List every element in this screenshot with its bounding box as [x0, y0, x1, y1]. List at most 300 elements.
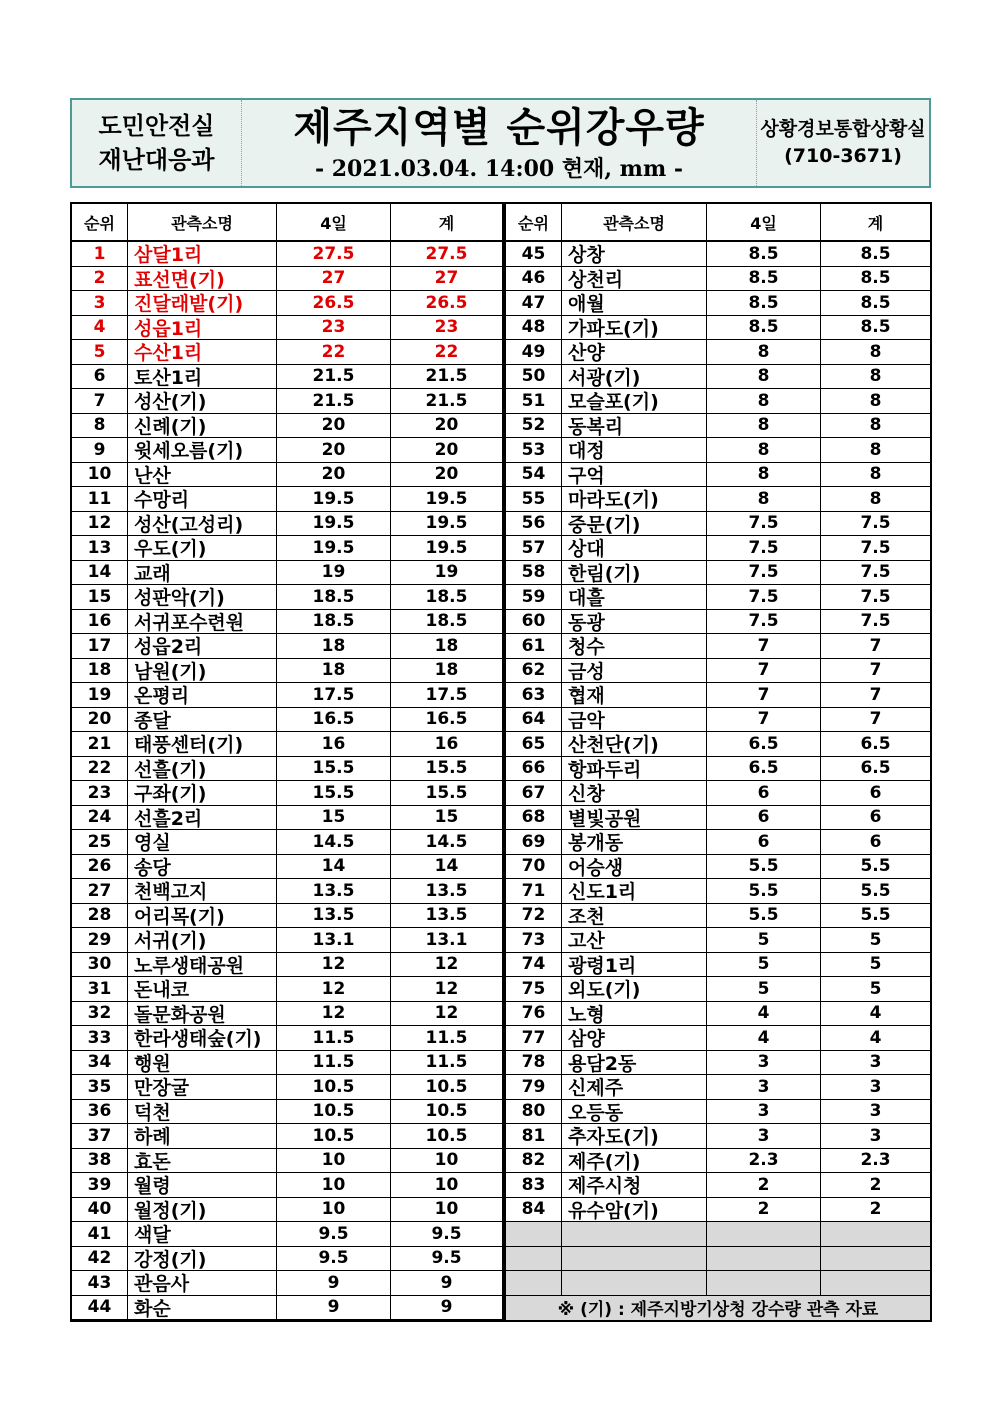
total-rainfall-cell: 13.5 — [391, 879, 502, 904]
station-name-cell — [128, 1075, 277, 1100]
rank-cell: 41 — [72, 1222, 128, 1247]
station-name-cell — [562, 781, 707, 806]
station-name-text: 광령1리 — [568, 954, 637, 977]
station-name-cell — [562, 1149, 707, 1174]
station-name-text: 난산 — [134, 464, 171, 487]
rank-cell: 84 — [506, 1198, 562, 1223]
station-name-cell — [562, 340, 707, 365]
day-rainfall-cell: 11.5 — [277, 1051, 391, 1076]
total-rainfall-cell: 23 — [391, 316, 502, 341]
rank-cell: 64 — [506, 708, 562, 733]
rank-cell: 59 — [506, 585, 562, 610]
total-rainfall-cell: 19 — [391, 561, 502, 586]
rank-cell: 43 — [72, 1271, 128, 1296]
rank-cell: 29 — [72, 928, 128, 953]
station-name-cell — [128, 463, 277, 488]
rank-cell: 33 — [72, 1026, 128, 1051]
day-rainfall-cell: 18 — [277, 659, 391, 684]
total-rainfall-cell: 11.5 — [391, 1051, 502, 1076]
station-name-text: 대정 — [568, 440, 605, 463]
rank-cell: 9 — [72, 438, 128, 463]
rank-cell: 13 — [72, 536, 128, 561]
report-header — [70, 98, 931, 188]
total-rainfall-cell: 19.5 — [391, 487, 502, 512]
station-name-cell — [562, 634, 707, 659]
total-rainfall-cell: 21.5 — [391, 365, 502, 390]
total-rainfall-cell: 2 — [821, 1198, 930, 1223]
day-rainfall-cell: 3 — [707, 1124, 821, 1149]
office-name: 상황경보통합상황실 — [760, 118, 926, 140]
rank-cell: 11 — [72, 487, 128, 512]
station-name-cell — [128, 1124, 277, 1149]
station-name-cell — [128, 1198, 277, 1223]
total-rainfall-cell: 8 — [821, 487, 930, 512]
total-rainfall-cell: 7.5 — [821, 585, 930, 610]
day-rainfall-cell: 19 — [277, 561, 391, 586]
rank-cell: 7 — [72, 389, 128, 414]
rank-cell: 49 — [506, 340, 562, 365]
day-rainfall-cell: 4 — [707, 1002, 821, 1027]
total-rainfall-cell: 3 — [821, 1051, 930, 1076]
rank-cell: 14 — [72, 561, 128, 586]
rank-cell: 79 — [506, 1075, 562, 1100]
station-name-text: 용담2동 — [568, 1052, 637, 1075]
rank-cell: 74 — [506, 953, 562, 978]
rank-cell: 38 — [72, 1149, 128, 1174]
station-name-cell — [562, 683, 707, 708]
rank-cell: 54 — [506, 463, 562, 488]
rank-cell: 67 — [506, 781, 562, 806]
station-name-cell — [128, 708, 277, 733]
station-name-text: 봉개동 — [568, 832, 624, 855]
station-name-cell — [128, 1222, 277, 1247]
rank-cell: 22 — [72, 757, 128, 782]
day-rainfall-cell: 23 — [277, 316, 391, 341]
column-header-total: 계 — [821, 204, 930, 242]
empty-cell — [821, 1247, 930, 1272]
station-name-cell — [562, 291, 707, 316]
station-name-cell — [562, 389, 707, 414]
station-name-cell — [562, 438, 707, 463]
station-name-cell — [562, 1173, 707, 1198]
total-rainfall-cell: 26.5 — [391, 291, 502, 316]
station-name-text: 선흘(기) — [134, 758, 207, 781]
total-rainfall-cell: 7 — [821, 634, 930, 659]
station-name-text: 우도(기) — [134, 538, 207, 561]
footnote: ※ (기) : 제주지방기상청 강수량 관측 자료 — [506, 1296, 930, 1321]
rank-cell: 57 — [506, 536, 562, 561]
rank-cell: 77 — [506, 1026, 562, 1051]
station-name-text: 성산(기) — [134, 391, 207, 414]
station-name-text: 강정(기) — [134, 1248, 207, 1271]
station-name-text: 관음사 — [134, 1273, 190, 1296]
rank-cell: 63 — [506, 683, 562, 708]
day-rainfall-cell: 9.5 — [277, 1222, 391, 1247]
total-rainfall-cell: 13.5 — [391, 904, 502, 929]
rank-cell: 27 — [72, 879, 128, 904]
column-header-day: 4일 — [277, 204, 391, 242]
page-title: 제주지역별 순위강우량 — [293, 105, 705, 151]
station-name-cell — [128, 659, 277, 684]
station-name-cell — [128, 781, 277, 806]
total-rainfall-cell: 9.5 — [391, 1222, 502, 1247]
total-rainfall-cell: 10.5 — [391, 1100, 502, 1125]
day-rainfall-cell: 15 — [277, 806, 391, 831]
empty-cell — [707, 1271, 821, 1296]
station-name-cell — [562, 806, 707, 831]
station-name-cell — [128, 977, 277, 1002]
day-rainfall-cell: 19.5 — [277, 512, 391, 537]
station-name-text: 신제주 — [568, 1077, 624, 1100]
day-rainfall-cell: 7 — [707, 634, 821, 659]
station-name-text: 조천 — [568, 905, 605, 928]
rank-cell: 24 — [72, 806, 128, 831]
total-rainfall-cell: 7 — [821, 683, 930, 708]
day-rainfall-cell: 16.5 — [277, 708, 391, 733]
station-name-text: 서귀포수련원 — [134, 611, 245, 634]
station-name-text: 노루생태공원 — [134, 954, 245, 977]
day-rainfall-cell: 27 — [277, 267, 391, 292]
total-rainfall-cell: 15 — [391, 806, 502, 831]
rank-cell: 48 — [506, 316, 562, 341]
rank-cell: 80 — [506, 1100, 562, 1125]
station-name-cell — [562, 1100, 707, 1125]
total-rainfall-cell: 11.5 — [391, 1026, 502, 1051]
rank-cell: 73 — [506, 928, 562, 953]
day-rainfall-cell: 5 — [707, 928, 821, 953]
day-rainfall-cell: 15.5 — [277, 781, 391, 806]
station-name-text: 노형 — [568, 1003, 605, 1026]
day-rainfall-cell: 12 — [277, 977, 391, 1002]
column-header-rank: 순위 — [506, 204, 562, 242]
total-rainfall-cell: 7.5 — [821, 536, 930, 561]
rank-cell: 82 — [506, 1149, 562, 1174]
station-name-text: 어리목(기) — [134, 905, 225, 928]
total-rainfall-cell: 5 — [821, 953, 930, 978]
station-name-text: 서귀(기) — [134, 930, 207, 953]
station-name-cell — [562, 977, 707, 1002]
total-rainfall-cell: 18.5 — [391, 610, 502, 635]
day-rainfall-cell: 14 — [277, 855, 391, 880]
station-name-cell — [562, 365, 707, 390]
station-name-text: 금성 — [568, 660, 605, 683]
day-rainfall-cell: 21.5 — [277, 365, 391, 390]
total-rainfall-cell: 15.5 — [391, 757, 502, 782]
rank-cell: 68 — [506, 806, 562, 831]
total-rainfall-cell: 9 — [391, 1271, 502, 1296]
station-name-cell — [562, 1026, 707, 1051]
station-name-cell — [562, 879, 707, 904]
total-rainfall-cell: 10 — [391, 1173, 502, 1198]
station-name-text: 색달 — [134, 1224, 171, 1247]
rank-cell: 4 — [72, 316, 128, 341]
station-name-cell — [128, 340, 277, 365]
station-name-cell — [128, 904, 277, 929]
rank-cell: 71 — [506, 879, 562, 904]
division-name: 재난대응과 — [98, 146, 215, 174]
day-rainfall-cell: 5 — [707, 953, 821, 978]
station-name-text: 신창 — [568, 783, 605, 806]
rank-cell: 42 — [72, 1247, 128, 1272]
station-name-text: 항파두리 — [568, 758, 642, 781]
day-rainfall-cell: 8 — [707, 414, 821, 439]
station-name-text: 천백고지 — [134, 881, 208, 904]
station-name-text: 구좌(기) — [134, 783, 207, 806]
day-rainfall-cell: 20 — [277, 414, 391, 439]
day-rainfall-cell: 8 — [707, 365, 821, 390]
station-name-text: 상대 — [568, 538, 605, 561]
empty-cell — [562, 1247, 707, 1272]
day-rainfall-cell: 7.5 — [707, 585, 821, 610]
total-rainfall-cell: 4 — [821, 1002, 930, 1027]
station-name-text: 성읍2리 — [134, 636, 203, 659]
day-rainfall-cell: 7.5 — [707, 512, 821, 537]
station-name-cell — [128, 1002, 277, 1027]
rank-cell: 28 — [72, 904, 128, 929]
station-name-text: 윗세오름(기) — [134, 440, 244, 463]
station-name-text: 제주시청 — [568, 1175, 642, 1198]
station-name-text: 표선면(기) — [134, 268, 225, 291]
station-name-text: 진달래밭(기) — [134, 293, 244, 316]
day-rainfall-cell: 19.5 — [277, 536, 391, 561]
day-rainfall-cell: 10.5 — [277, 1124, 391, 1149]
rank-cell: 56 — [506, 512, 562, 537]
day-rainfall-cell: 6.5 — [707, 757, 821, 782]
station-name-text: 영실 — [134, 832, 171, 855]
station-name-text: 금악 — [568, 709, 605, 732]
station-name-text: 산양 — [568, 342, 605, 365]
station-name-text: 산천단(기) — [568, 734, 659, 757]
station-name-text: 교래 — [134, 562, 171, 585]
rank-cell: 55 — [506, 487, 562, 512]
day-rainfall-cell: 8.5 — [707, 316, 821, 341]
station-name-cell — [562, 536, 707, 561]
station-name-cell — [128, 414, 277, 439]
day-rainfall-cell: 26.5 — [277, 291, 391, 316]
rank-cell: 30 — [72, 953, 128, 978]
station-name-text: 송당 — [134, 856, 171, 879]
rank-cell: 21 — [72, 732, 128, 757]
station-name-cell — [128, 365, 277, 390]
rank-cell: 2 — [72, 267, 128, 292]
day-rainfall-cell: 19.5 — [277, 487, 391, 512]
day-rainfall-cell: 13.5 — [277, 904, 391, 929]
rank-cell: 1 — [72, 242, 128, 267]
station-name-text: 신례(기) — [134, 415, 207, 438]
total-rainfall-cell: 18.5 — [391, 585, 502, 610]
column-header-day: 4일 — [707, 204, 821, 242]
rank-cell: 60 — [506, 610, 562, 635]
day-rainfall-cell: 20 — [277, 438, 391, 463]
total-rainfall-cell: 4 — [821, 1026, 930, 1051]
station-name-text: 오등동 — [568, 1101, 624, 1124]
contact-block — [757, 100, 929, 186]
station-name-cell — [562, 1002, 707, 1027]
day-rainfall-cell: 8 — [707, 487, 821, 512]
total-rainfall-cell: 5 — [821, 928, 930, 953]
rank-cell: 37 — [72, 1124, 128, 1149]
total-rainfall-cell: 2 — [821, 1173, 930, 1198]
rank-cell: 5 — [72, 340, 128, 365]
station-name-cell — [128, 634, 277, 659]
station-name-text: 화순 — [134, 1297, 171, 1320]
day-rainfall-cell: 18 — [277, 634, 391, 659]
total-rainfall-cell: 10 — [391, 1198, 502, 1223]
station-name-text: 남원(기) — [134, 660, 207, 683]
station-name-text: 선흘2리 — [134, 807, 203, 830]
total-rainfall-cell: 5.5 — [821, 855, 930, 880]
title-block — [242, 100, 757, 186]
day-rainfall-cell: 2 — [707, 1173, 821, 1198]
station-name-text: 대흘 — [568, 587, 605, 610]
day-rainfall-cell: 8 — [707, 340, 821, 365]
station-name-text: 성읍1리 — [134, 317, 203, 340]
day-rainfall-cell: 10 — [277, 1173, 391, 1198]
rank-cell: 62 — [506, 659, 562, 684]
rank-cell: 39 — [72, 1173, 128, 1198]
station-name-cell — [562, 732, 707, 757]
total-rainfall-cell: 5 — [821, 977, 930, 1002]
station-name-cell — [562, 487, 707, 512]
station-name-cell — [128, 536, 277, 561]
station-name-text: 어승생 — [568, 856, 624, 879]
station-name-text: 서광(기) — [568, 366, 641, 389]
total-rainfall-cell: 27.5 — [391, 242, 502, 267]
station-name-cell — [128, 879, 277, 904]
station-name-cell — [562, 659, 707, 684]
rank-cell: 3 — [72, 291, 128, 316]
station-name-cell — [562, 904, 707, 929]
total-rainfall-cell: 12 — [391, 977, 502, 1002]
day-rainfall-cell: 10.5 — [277, 1075, 391, 1100]
day-rainfall-cell: 11.5 — [277, 1026, 391, 1051]
station-name-text: 삼달1리 — [134, 244, 203, 267]
station-name-cell — [562, 267, 707, 292]
rank-cell: 52 — [506, 414, 562, 439]
station-name-cell — [128, 487, 277, 512]
rank-cell: 8 — [72, 414, 128, 439]
station-name-text: 종달 — [134, 709, 171, 732]
rank-cell: 35 — [72, 1075, 128, 1100]
day-rainfall-cell: 5.5 — [707, 855, 821, 880]
rank-cell: 20 — [72, 708, 128, 733]
station-name-text: 한라생태숲(기) — [134, 1028, 262, 1051]
station-name-text: 돌문화공원 — [134, 1003, 226, 1026]
station-name-cell — [128, 1271, 277, 1296]
empty-cell — [506, 1222, 562, 1247]
total-rainfall-cell: 5.5 — [821, 904, 930, 929]
day-rainfall-cell: 18.5 — [277, 585, 391, 610]
total-rainfall-cell: 6 — [821, 781, 930, 806]
total-rainfall-cell: 17.5 — [391, 683, 502, 708]
station-name-cell — [562, 830, 707, 855]
station-name-cell — [562, 1075, 707, 1100]
day-rainfall-cell: 12 — [277, 1002, 391, 1027]
station-name-text: 동복리 — [568, 415, 624, 438]
rank-cell: 12 — [72, 512, 128, 537]
station-name-text: 월령 — [134, 1175, 171, 1198]
total-rainfall-cell: 7 — [821, 708, 930, 733]
station-name-cell — [128, 242, 277, 267]
rank-cell: 19 — [72, 683, 128, 708]
station-name-cell — [562, 463, 707, 488]
day-rainfall-cell: 8.5 — [707, 242, 821, 267]
station-name-cell — [128, 610, 277, 635]
station-name-cell — [128, 1026, 277, 1051]
total-rainfall-cell: 18 — [391, 659, 502, 684]
day-rainfall-cell: 7.5 — [707, 610, 821, 635]
column-header-station: 관측소명 — [562, 204, 707, 242]
day-rainfall-cell: 8.5 — [707, 267, 821, 292]
rank-cell: 75 — [506, 977, 562, 1002]
day-rainfall-cell: 6 — [707, 781, 821, 806]
day-rainfall-cell: 4 — [707, 1026, 821, 1051]
station-name-text: 마라도(기) — [568, 489, 659, 512]
rank-cell: 58 — [506, 561, 562, 586]
station-name-text: 상천리 — [568, 268, 624, 291]
total-rainfall-cell: 8 — [821, 463, 930, 488]
station-name-cell — [562, 928, 707, 953]
column-header-rank: 순위 — [72, 204, 128, 242]
total-rainfall-cell: 6 — [821, 806, 930, 831]
total-rainfall-cell: 2.3 — [821, 1149, 930, 1174]
total-rainfall-cell: 16.5 — [391, 708, 502, 733]
rainfall-table-left — [70, 202, 504, 1322]
station-name-text: 별빛공원 — [568, 807, 642, 830]
station-name-text: 한림(기) — [568, 562, 641, 585]
rank-cell: 26 — [72, 855, 128, 880]
station-name-text: 월정(기) — [134, 1199, 207, 1222]
station-name-cell — [128, 1173, 277, 1198]
rank-cell: 16 — [72, 610, 128, 635]
rank-cell: 40 — [72, 1198, 128, 1223]
station-name-cell — [128, 1100, 277, 1125]
day-rainfall-cell: 10 — [277, 1198, 391, 1223]
total-rainfall-cell: 16 — [391, 732, 502, 757]
total-rainfall-cell: 8 — [821, 340, 930, 365]
total-rainfall-cell: 19.5 — [391, 536, 502, 561]
day-rainfall-cell: 10 — [277, 1149, 391, 1174]
station-name-text: 구억 — [568, 464, 605, 487]
total-rainfall-cell: 10.5 — [391, 1075, 502, 1100]
station-name-text: 하례 — [134, 1126, 171, 1149]
rank-cell: 81 — [506, 1124, 562, 1149]
station-name-text: 추자도(기) — [568, 1126, 659, 1149]
day-rainfall-cell: 9.5 — [277, 1247, 391, 1272]
station-name-cell — [128, 316, 277, 341]
empty-cell — [562, 1271, 707, 1296]
total-rainfall-cell: 8 — [821, 414, 930, 439]
empty-cell — [707, 1222, 821, 1247]
station-name-text: 외도(기) — [568, 979, 641, 1002]
total-rainfall-cell: 6.5 — [821, 757, 930, 782]
total-rainfall-cell: 12 — [391, 953, 502, 978]
day-rainfall-cell: 8 — [707, 438, 821, 463]
station-name-text: 상창 — [568, 244, 605, 267]
day-rainfall-cell: 27.5 — [277, 242, 391, 267]
station-name-text: 만장굴 — [134, 1077, 190, 1100]
station-name-text: 모슬포(기) — [568, 391, 659, 414]
station-name-text: 삼양 — [568, 1028, 605, 1051]
total-rainfall-cell: 20 — [391, 414, 502, 439]
department-name: 도민안전실 — [98, 112, 215, 140]
station-name-cell — [562, 414, 707, 439]
day-rainfall-cell: 14.5 — [277, 830, 391, 855]
column-header-total: 계 — [391, 204, 502, 242]
station-name-text: 돈내코 — [134, 979, 190, 1002]
department-block — [72, 100, 242, 186]
day-rainfall-cell: 5.5 — [707, 879, 821, 904]
